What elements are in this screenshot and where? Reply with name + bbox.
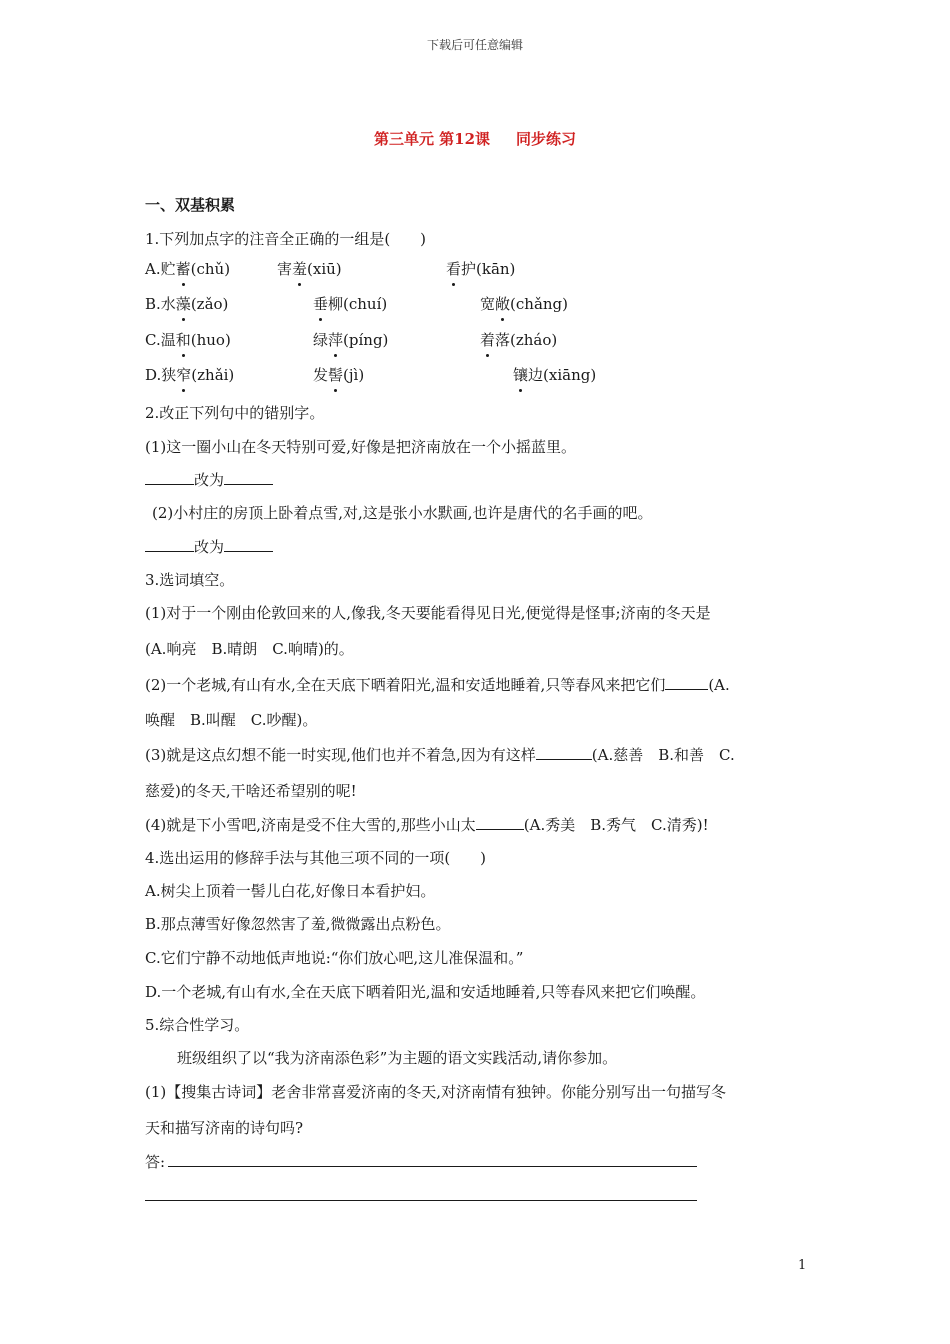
q3-item-1b: (A.响亮 B.晴朗 C.响晴)的。 xyxy=(145,640,354,658)
doc-title-practice: 同步练习 xyxy=(516,130,577,148)
doc-title-unit: 第三单元 第12课 xyxy=(373,130,491,148)
q1-option-a1: A.贮蓄(chǔ) xyxy=(145,260,231,278)
q5-intro: 班级组织了以“我为济南添色彩”为主题的语文实践活动,请你参加。 xyxy=(177,1049,618,1067)
q5-part1a: (1)【搜集古诗词】老舍非常喜爱济南的冬天,对济南情有独钟。你能分别写出一句描写冬 xyxy=(145,1083,727,1101)
q3-item-1a: (1)对于一个刚由伦敦回来的人,像我,冬天要能看得见日光,便觉得是怪事;济南的冬天是 xyxy=(145,604,711,622)
blank[interactable] xyxy=(536,745,592,760)
q1-option-c1: C.温和(huo) xyxy=(145,331,231,349)
q1-option-a2: 害羞(xiū) xyxy=(277,260,342,278)
blank[interactable] xyxy=(145,537,194,552)
blank[interactable] xyxy=(665,675,708,690)
q1-stem: 1.下列加点字的注音全正确的一组是( ) xyxy=(145,230,427,248)
q1-option-d3: 镶边(xiāng) xyxy=(513,366,597,384)
q1-option-b2: 垂柳(chuí) xyxy=(313,295,388,313)
answer-line-2[interactable] xyxy=(145,1200,697,1201)
q4-option-d: D.一个老城,有山有水,全在天底下晒着阳光,温和安适地睡着,只等春风来把它们唤醒。 xyxy=(145,983,706,1001)
q3-item-3b: 慈爱)的冬天,干啥还希望别的呢! xyxy=(145,782,357,800)
q1-option-d1: D.狭窄(zhǎi) xyxy=(145,366,235,384)
section-heading: 一、双基积累 xyxy=(145,196,236,214)
q3-item-2b: 唤醒 B.叫醒 C.吵醒)。 xyxy=(145,711,318,729)
q5-answer-label: 答: xyxy=(145,1153,166,1171)
q3-item-2a: (2)一个老城,有山有水,全在天底下晒着阳光,温和安适地睡着,只等春风来把它们 (A. xyxy=(145,676,730,694)
answer-line-1[interactable] xyxy=(168,1166,697,1167)
q1-option-c3: 着落(zháo) xyxy=(480,331,558,349)
q4-option-c: C.它们宁静不动地低声地说:“你们放心吧,这儿准保温和。” xyxy=(145,949,524,967)
blank[interactable] xyxy=(145,470,194,485)
q2-sentence-2: (2)小村庄的房顶上卧着点雪,对,这是张小水默画,也许是唐代的名手画的吧。 xyxy=(152,504,653,522)
q2-stem: 2.改正下列句中的错别字。 xyxy=(145,404,325,422)
q1-option-a3: 看护(kān) xyxy=(446,260,516,278)
q5-stem: 5.综合性学习。 xyxy=(145,1016,250,1034)
blank[interactable] xyxy=(224,470,273,485)
q5-part1b: 天和描写济南的诗句吗? xyxy=(145,1119,304,1137)
q3-item-3a: (3)就是这点幻想不能一时实现,他们也并不着急,因为有这样 (A.慈善 B.和善 C. xyxy=(145,746,735,764)
q4-stem: 4.选出运用的修辞手法与其他三项不同的一项( ) xyxy=(145,849,487,867)
q2-answer-2: 改为 xyxy=(145,536,273,557)
blank[interactable] xyxy=(224,537,273,552)
q1-option-b1: B.水藻(zǎo) xyxy=(145,295,229,313)
doc-title xyxy=(0,128,950,149)
q4-option-a: A.树尖上顶着一髻儿白花,好像日本看护妇。 xyxy=(145,882,436,900)
q3-item-4: (4)就是下小雪吧,济南是受不住大雪的,那些小山太 (A.秀美 B.秀气 C.清秀)! xyxy=(145,816,709,834)
q2-sentence-1: (1)这一圈小山在冬天特别可爱,好像是把济南放在一个小摇蓝里。 xyxy=(145,438,577,456)
q4-option-b: B.那点薄雪好像忽然害了羞,微微露出点粉色。 xyxy=(145,915,451,933)
page-number: 1 xyxy=(798,1258,807,1273)
header-note: 下载后可任意编辑 xyxy=(426,38,523,52)
q2-answer-1: 改为 xyxy=(145,469,273,490)
q3-stem: 3.选词填空。 xyxy=(145,571,235,589)
blank[interactable] xyxy=(476,815,524,830)
q1-option-c2: 绿萍(píng) xyxy=(313,331,389,349)
q1-option-d2: 发髻(jì) xyxy=(313,366,365,384)
q1-option-b3: 宽敞(chǎng) xyxy=(480,295,569,313)
